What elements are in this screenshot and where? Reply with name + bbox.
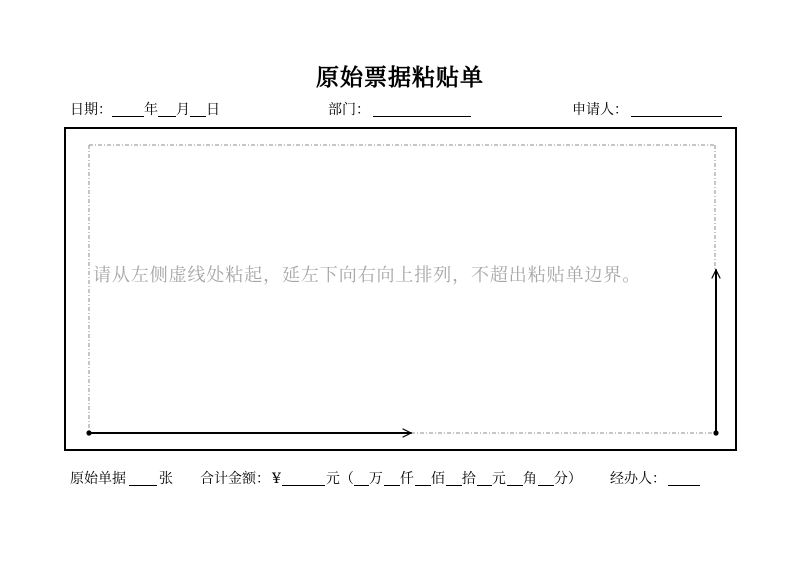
fen-blank xyxy=(538,472,554,486)
department-label: 部门： xyxy=(328,102,370,118)
amount-paren-close: ） xyxy=(567,471,582,487)
amount-figure-blank xyxy=(282,472,325,486)
total-amount-field xyxy=(200,470,582,488)
yuan-digit-label: 元 xyxy=(491,471,506,487)
fen-label: 分 xyxy=(553,471,568,487)
handler-label: 经办人： xyxy=(610,471,666,487)
shi-label: 拾 xyxy=(461,471,476,487)
jiao-blank xyxy=(507,472,523,486)
month-blank xyxy=(158,103,176,117)
handler-blank xyxy=(668,472,700,486)
yuan-digit-blank xyxy=(477,472,492,486)
wan-blank xyxy=(354,472,369,486)
receipt-count-label: 原始单据 xyxy=(70,471,126,487)
amount-yuan-unit: 元 xyxy=(325,471,340,487)
shi-blank xyxy=(446,472,462,486)
jiao-label: 角 xyxy=(522,471,537,487)
date-label: 日期： xyxy=(70,102,112,118)
applicant-label: 申请人： xyxy=(572,102,628,118)
qian-label: 仟 xyxy=(399,471,414,487)
department-blank xyxy=(373,103,471,117)
paste-area-border xyxy=(64,127,737,451)
handler-field xyxy=(610,470,700,488)
receipt-count-unit: 张 xyxy=(159,471,173,487)
qian-blank xyxy=(384,472,400,486)
amount-paren-open: （ xyxy=(339,471,354,487)
bai-blank xyxy=(415,472,431,486)
day-label: 日 xyxy=(206,102,220,118)
total-amount-label: 合计金额： xyxy=(200,471,270,487)
receipt-count-blank xyxy=(129,472,157,486)
applicant-blank xyxy=(631,103,722,117)
paste-instruction: 请从左侧虚线处粘起，延左下向右向上排列，不超出粘贴单边界。 xyxy=(93,265,642,286)
applicant-field xyxy=(572,101,722,119)
year-blank xyxy=(112,103,144,117)
month-label: 月 xyxy=(176,102,190,118)
department-field xyxy=(328,101,471,119)
day-blank xyxy=(190,103,206,117)
form-title: 原始票据粘贴单 xyxy=(316,64,484,91)
currency-symbol: ¥ xyxy=(272,471,281,487)
year-label: 年 xyxy=(144,102,158,118)
date-field xyxy=(70,101,220,119)
wan-label: 万 xyxy=(368,471,383,487)
bai-label: 佰 xyxy=(430,471,445,487)
receipt-count-field xyxy=(70,470,173,488)
